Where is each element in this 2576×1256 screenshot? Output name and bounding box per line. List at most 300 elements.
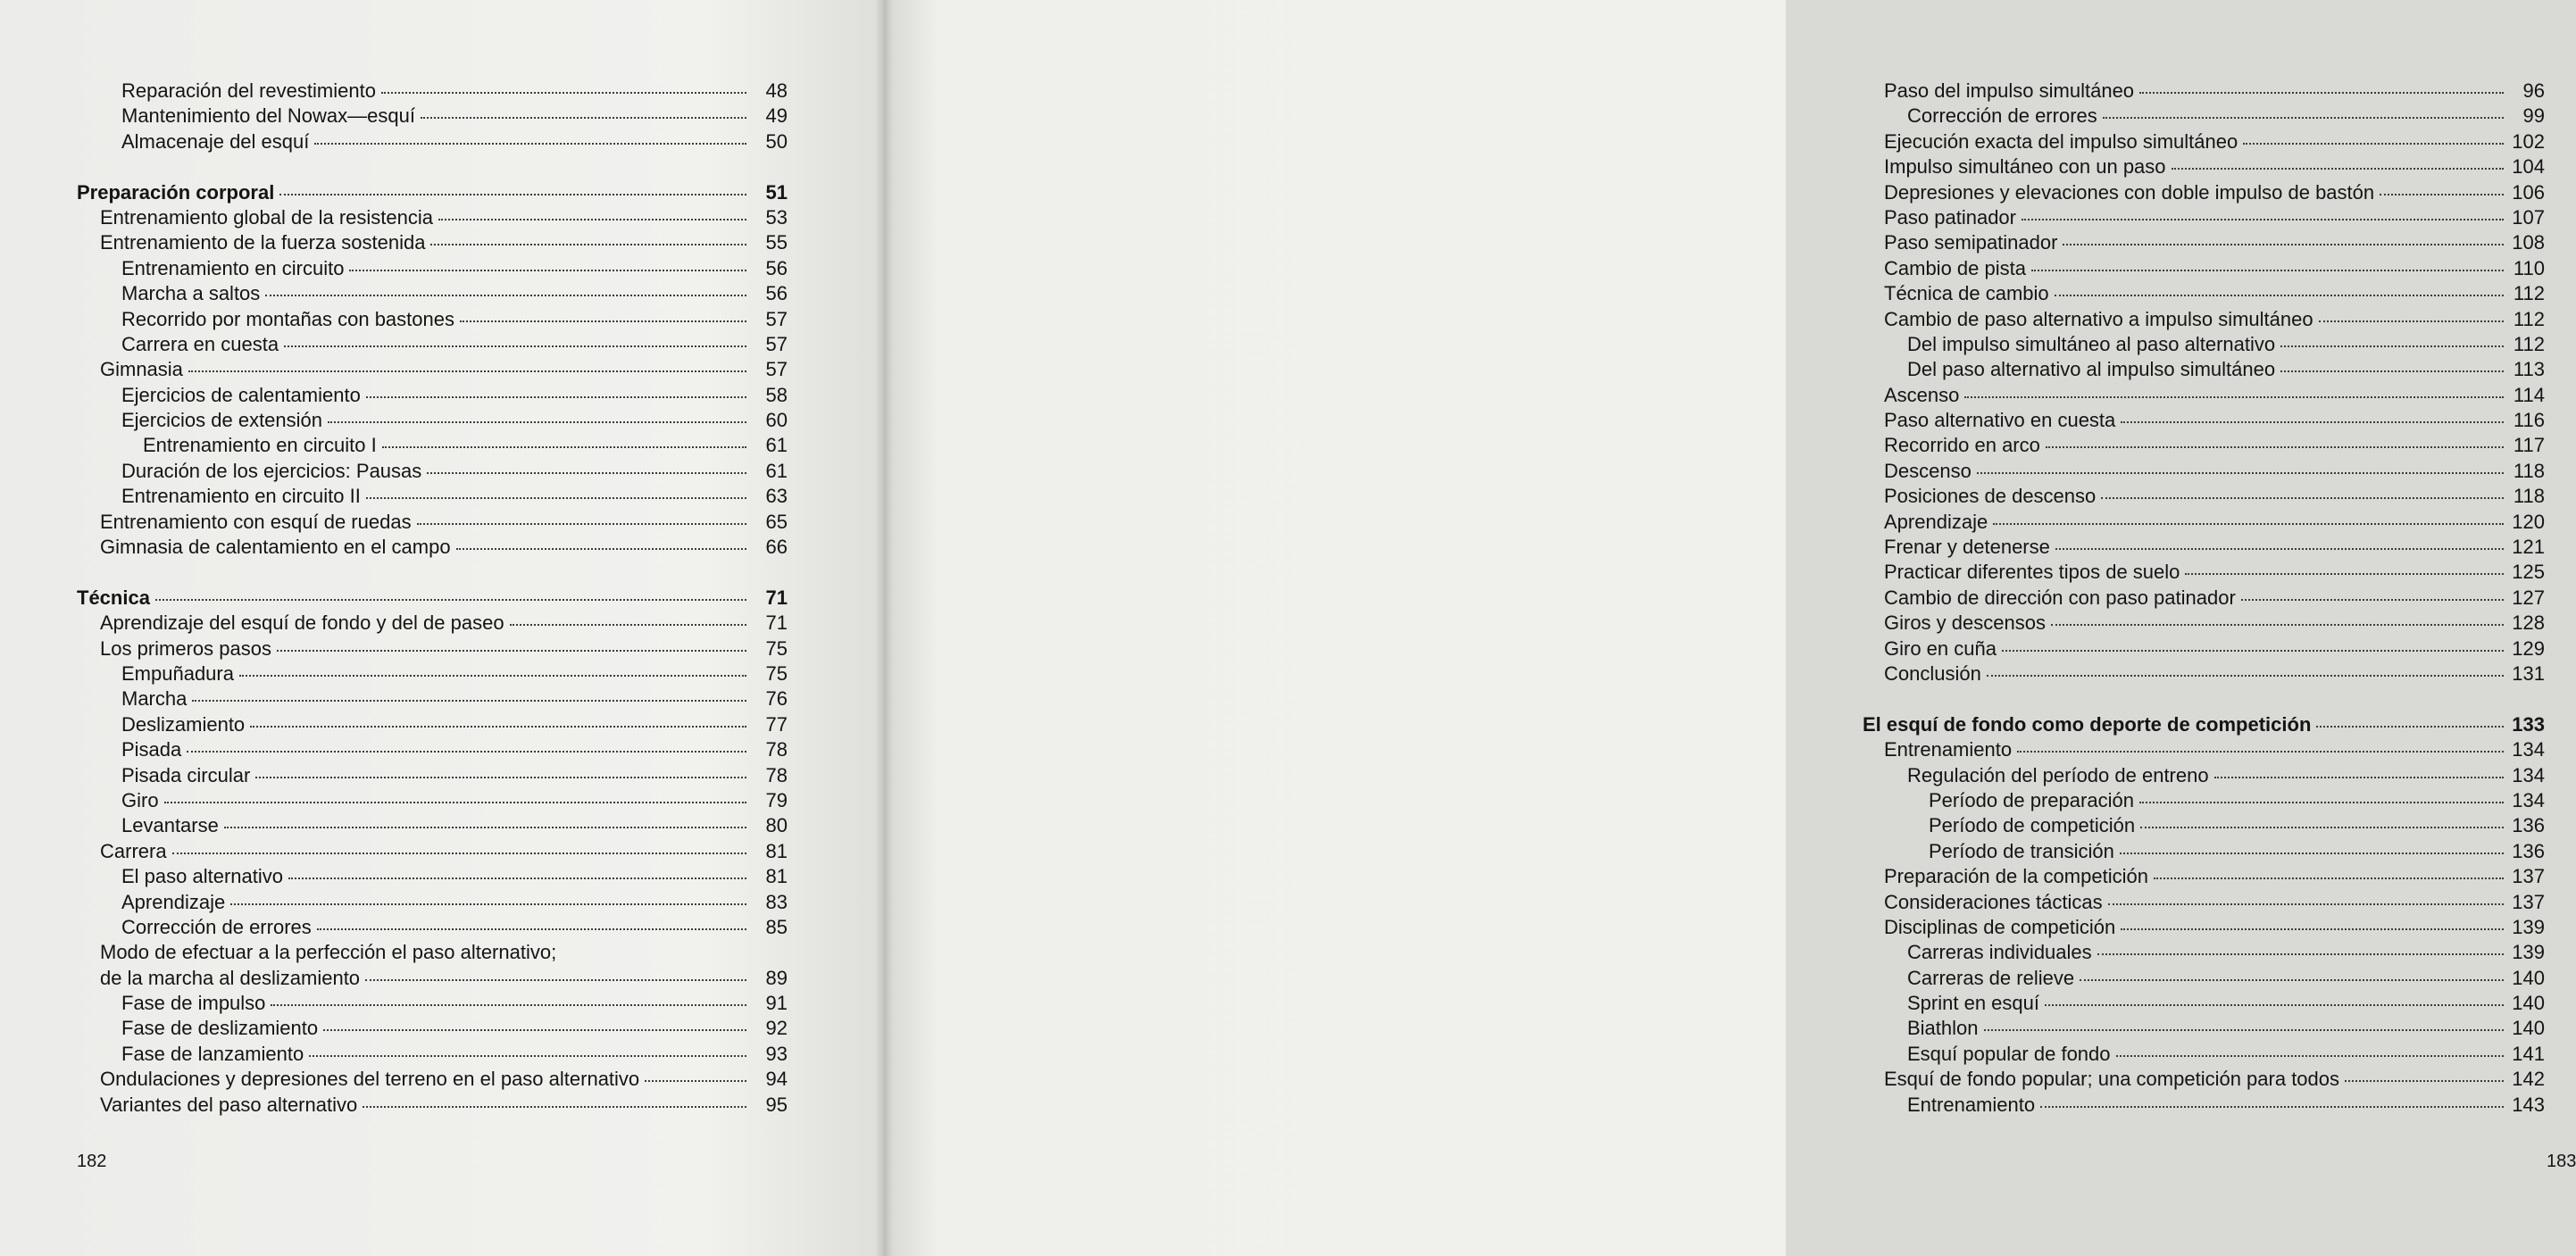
toc-entry-page-number: 137 (2512, 890, 2545, 913)
toc-entry-label: Paso alternativo en cuesta (1884, 409, 2116, 432)
toc-entry-label: Corrección de errores (121, 915, 312, 938)
toc-entry (77, 104, 788, 129)
toc-entry (1863, 205, 2545, 230)
toc-entry (1863, 433, 2545, 458)
toc-entry-page-number: 51 (765, 180, 788, 204)
right-page (884, 0, 2576, 1256)
dot-leader (417, 522, 746, 525)
toc-entry-label: Recorrido por montañas con bastones (121, 307, 454, 330)
dot-leader (309, 1054, 746, 1057)
toc-entry-page-number: 116 (2513, 409, 2545, 432)
dot-leader (1987, 674, 2504, 677)
toc-entry (1863, 154, 2545, 179)
toc-entry-page-number: 136 (2512, 814, 2545, 837)
toc-entry-label: Aprendizaje (1884, 510, 1988, 533)
toc-entry-label: Del paso alternativo al impulso simultáneo (1907, 358, 2276, 381)
toc-entry-page-number: 78 (765, 738, 788, 761)
toc-entry (1863, 281, 2545, 306)
toc-entry (1863, 535, 2545, 560)
toc-entry-page-number: 81 (765, 865, 788, 888)
left-page (0, 0, 884, 1256)
toc-entry (77, 510, 788, 535)
toc-entry (77, 788, 788, 813)
dot-leader (1984, 1028, 2504, 1031)
toc-entry-label: Técnica (77, 586, 150, 609)
toc-entry-page-number: 66 (765, 536, 788, 559)
toc-entry-label: Entrenamiento (1884, 738, 2013, 761)
toc-entry-page-number: 71 (765, 586, 788, 609)
toc-entry (1863, 940, 2545, 965)
toc-entry-label: Posiciones de descenso (1884, 485, 2097, 508)
dot-leader (2046, 445, 2504, 448)
toc-entry-page-number: 58 (765, 383, 788, 406)
toc-entry-label: Almacenaje del esquí (121, 129, 310, 153)
toc-entry-label: Los primeros pasos (100, 636, 271, 660)
dot-leader (381, 91, 746, 94)
toc-entry-page-number: 57 (765, 307, 788, 330)
toc-entry-page-number: 61 (765, 459, 788, 482)
toc-entry-page-number: 81 (765, 839, 788, 862)
dot-leader (1977, 471, 2504, 474)
dot-leader (230, 902, 746, 905)
toc-entry-page-number: 76 (765, 687, 788, 711)
toc-entry-page-number: 131 (2512, 661, 2545, 685)
toc-entry-label: Impulso simultáneo con un paso (1884, 155, 2166, 179)
toc-entry-label: Ejercicios de extensión (121, 409, 323, 432)
toc-entry (77, 1067, 788, 1092)
toc-entry-label: Cambio de paso alternativo a impulso simultáneo (1884, 307, 2313, 330)
toc-entry-page-number: 71 (765, 611, 788, 635)
toc-entry-label: Levantarse (121, 814, 219, 837)
toc-entry (1863, 788, 2545, 813)
toc-entry-label: Corrección de errores (1907, 104, 2097, 128)
toc-entry (1863, 79, 2545, 104)
toc-entry-label: Ascenso (1884, 383, 1960, 406)
toc-entry (1863, 256, 2545, 281)
toc-entry-label: Cambio de dirección con paso patinador (1884, 586, 2236, 609)
dot-leader (2063, 243, 2504, 245)
toc-entry-page-number: 121 (2512, 536, 2545, 559)
toc-section-heading (77, 586, 788, 611)
dot-leader (2055, 294, 2504, 296)
toc-entry (77, 813, 788, 838)
toc-entry-page-number: 95 (765, 1093, 788, 1116)
toc-entry (77, 1016, 788, 1041)
toc-entry-label: Técnica de cambio (1884, 282, 2049, 305)
dot-leader (2121, 927, 2504, 930)
dot-leader (2139, 91, 2504, 94)
toc-entry (77, 1042, 788, 1067)
toc-entry-page-number: 80 (765, 814, 788, 837)
dot-leader (2140, 826, 2504, 828)
toc-entry-page-number: 140 (2512, 1017, 2545, 1040)
toc-entry (1863, 383, 2545, 408)
toc-entry (1863, 890, 2545, 915)
toc-entry (77, 332, 788, 357)
dot-leader (250, 725, 746, 728)
toc-entry (1863, 915, 2545, 940)
dot-leader (2319, 320, 2504, 322)
toc-entry (77, 256, 788, 281)
dot-leader (2002, 649, 2504, 652)
toc-entry-label: Cambio de pista (1884, 256, 2026, 279)
toc-entry-label: Marcha (121, 687, 188, 711)
dot-leader (2120, 852, 2504, 854)
toc-entry-label: Practicar diferentes tipos de suelo (1884, 561, 2180, 584)
toc-entry-page-number: 96 (2522, 79, 2545, 102)
toc-entry-label: Esquí popular de fondo (1907, 1042, 2111, 1065)
dot-leader (187, 750, 746, 753)
toc-entry-label: Marcha a saltos (121, 282, 261, 305)
dot-leader (1964, 395, 2504, 398)
toc-entry-label: Empuñadura (121, 661, 234, 685)
toc-entry-page-number: 60 (765, 409, 788, 432)
toc-entry-page-number: 118 (2513, 485, 2545, 508)
dot-leader (323, 1028, 746, 1031)
dot-leader (288, 877, 746, 879)
toc-entry-page-number: 133 (2512, 712, 2545, 736)
toc-section-heading (77, 180, 788, 205)
toc-entry-label: Conclusión (1884, 661, 1981, 685)
toc-entry-page-number: 113 (2513, 358, 2545, 381)
dot-leader (2040, 1105, 2504, 1108)
dot-leader (2022, 218, 2504, 220)
toc-entry (77, 281, 788, 306)
dot-leader (255, 776, 746, 778)
toc-entry-page-number: 112 (2513, 332, 2545, 355)
toc-entry (1863, 1016, 2545, 1041)
toc-entry-label: Ejercicios de calentamiento (121, 383, 361, 406)
toc-entry-page-number: 141 (2512, 1042, 2545, 1065)
toc-entry (77, 839, 788, 864)
toc-entry (77, 890, 788, 915)
dot-leader (188, 370, 746, 372)
toc-entry (77, 79, 788, 104)
toc-entry (1863, 230, 2545, 255)
toc-entry-label: Biathlon (1907, 1017, 1979, 1040)
toc-entry-page-number: 57 (765, 332, 788, 355)
toc-entry-label: de la marcha al deslizamiento (100, 966, 361, 989)
dot-leader (328, 420, 746, 423)
toc-entry (1863, 586, 2545, 611)
toc-entry-page-number: 75 (765, 636, 788, 660)
toc-entry-page-number: 65 (765, 510, 788, 533)
toc-entry-label: Depresiones y elevaciones con doble impulso de bastón (1884, 180, 2375, 204)
dot-leader (349, 269, 746, 271)
toc-entry (1863, 1093, 2545, 1118)
toc-entry-page-number: 120 (2512, 510, 2545, 533)
toc-entry-page-number: 77 (765, 712, 788, 736)
toc-entry (77, 433, 788, 458)
toc-entry-page-number: 139 (2512, 941, 2545, 964)
toc-entry (1863, 129, 2545, 154)
toc-entry-label: Fase de lanzamiento (121, 1042, 304, 1065)
dot-leader (2121, 420, 2504, 423)
toc-entry-page-number: 83 (765, 890, 788, 913)
toc-entry-page-number: 142 (2512, 1068, 2545, 1091)
dot-leader (2080, 978, 2504, 981)
dot-leader (172, 852, 746, 854)
toc-entry (1863, 104, 2545, 129)
toc-entry-page-number: 92 (765, 1017, 788, 1040)
toc-entry-page-number: 75 (765, 661, 788, 685)
dot-leader (224, 826, 746, 828)
toc-entry (1863, 611, 2545, 636)
toc-entry (77, 864, 788, 889)
toc-entry-label: Preparación de la competición (1884, 865, 2148, 888)
toc-entry-label: Fase de impulso (121, 992, 266, 1015)
toc-entry (1863, 1067, 2545, 1092)
book-gutter (875, 0, 893, 1256)
dot-leader (2380, 193, 2504, 195)
dot-leader (2316, 725, 2504, 728)
toc-entry-label: Paso semipatinador (1884, 231, 2058, 254)
toc-entry-page-number: 53 (765, 205, 788, 229)
dot-leader (2280, 370, 2504, 372)
dot-leader (2243, 142, 2504, 145)
left-page-number: 182 (77, 1152, 107, 1171)
dot-leader (430, 243, 746, 245)
toc-entry (77, 205, 788, 230)
dot-leader (382, 445, 746, 448)
toc-entry (1863, 307, 2545, 332)
toc-entry-page-number: 55 (765, 231, 788, 254)
dot-leader (2045, 1003, 2504, 1006)
toc-entry (77, 991, 788, 1016)
toc-entry-page-number: 117 (2513, 434, 2545, 457)
toc-entry-page-number: 134 (2512, 738, 2545, 761)
toc-entry-label: Esquí de fondo popular; una competición para todos (1884, 1068, 2340, 1091)
toc-entry-page-number: 89 (765, 966, 788, 989)
dot-leader (2154, 877, 2504, 879)
toc-entry-label: Período de transición (1929, 839, 2114, 862)
toc-entry-label: Entrenamiento en circuito II (121, 485, 361, 508)
toc-entry-page-number: 79 (765, 788, 788, 811)
right-toc-list (1863, 79, 2545, 1118)
toc-entry-page-number: 110 (2513, 256, 2545, 279)
toc-entry-page-number: 127 (2512, 586, 2545, 609)
toc-entry-page-number: 91 (765, 992, 788, 1015)
toc-entry-page-number: 57 (765, 358, 788, 381)
toc-entry-label: Entrenamiento en circuito (121, 256, 345, 279)
toc-entry (1863, 180, 2545, 205)
toc-entry-page-number: 137 (2512, 865, 2545, 888)
toc-entry-page-number: 106 (2512, 180, 2545, 204)
toc-entry-label: Aprendizaje del esquí de fondo y del de paseo (100, 611, 504, 635)
toc-entry-page-number: 78 (765, 763, 788, 786)
toc-entry-page-number: 108 (2512, 231, 2545, 254)
dot-leader (2185, 572, 2504, 575)
toc-entry (1863, 560, 2545, 585)
toc-entry (77, 712, 788, 737)
toc-entry (1863, 763, 2545, 788)
toc-entry-label: Aprendizaje (121, 890, 226, 913)
toc-entry-page-number: 107 (2512, 205, 2545, 229)
toc-entry-page-number: 93 (765, 1042, 788, 1065)
toc-entry-label: Fase de deslizamiento (121, 1017, 319, 1040)
toc-entry (1863, 484, 2545, 509)
toc-entry (77, 636, 788, 661)
toc-entry (77, 763, 788, 788)
dot-leader (645, 1079, 746, 1082)
toc-entry-page-number: 63 (765, 485, 788, 508)
dot-leader (2345, 1079, 2504, 1082)
toc-entry (77, 1093, 788, 1118)
toc-entry-label: Paso del impulso simultáneo (1884, 79, 2135, 102)
dot-leader (265, 294, 746, 296)
dot-leader (421, 116, 746, 119)
dot-leader (1993, 522, 2504, 525)
toc-entry-label: Giro en cuña (1884, 636, 1997, 660)
toc-entry-page-number: 56 (765, 256, 788, 279)
toc-entry (1863, 459, 2545, 484)
toc-entry (1863, 737, 2545, 762)
toc-entry (77, 535, 788, 560)
dot-leader (314, 142, 746, 145)
right-page-number: 183 (2547, 1152, 2576, 1171)
toc-entry-page-number: 140 (2512, 966, 2545, 989)
dot-leader (366, 496, 746, 499)
toc-entry-label: Reparación del revestimiento (121, 79, 376, 102)
toc-entry (1863, 839, 2545, 864)
toc-entry-page-number: 134 (2512, 788, 2545, 811)
toc-entry-page-number: 112 (2513, 282, 2545, 305)
dot-leader (2280, 345, 2504, 347)
toc-entry-label: Giro (121, 788, 159, 811)
toc-entry-page-number: 140 (2512, 992, 2545, 1015)
dot-leader (284, 345, 746, 347)
toc-entry-label: Período de competición (1929, 814, 2136, 837)
toc-entry (77, 661, 788, 686)
toc-entry-label: Ejecución exacta del impulso simultáneo (1884, 129, 2238, 153)
toc-entry-label: Ondulaciones y depresiones del terreno en el paso alternativo (100, 1068, 640, 1091)
toc-entry (1863, 966, 2545, 991)
toc-spacer (77, 560, 788, 585)
toc-entry-label: Preparación corporal (77, 180, 275, 204)
toc-entry (1863, 510, 2545, 535)
toc-entry-label: El esquí de fondo como deporte de competición (1863, 712, 2312, 736)
toc-entry (1863, 1042, 2545, 1067)
dot-leader (2031, 269, 2504, 271)
dot-leader (2101, 496, 2504, 499)
dot-leader (164, 801, 746, 803)
dot-leader (2097, 952, 2504, 955)
toc-entry-label: Gimnasia (100, 358, 183, 381)
toc-entry-label: Giros y descensos (1884, 611, 2046, 635)
toc-entry-label: Disciplinas de competición (1884, 915, 2116, 938)
toc-entry-label: Consideraciones tácticas (1884, 890, 2103, 913)
toc-entry (77, 408, 788, 433)
toc-entry-page-number: 118 (2513, 459, 2545, 482)
toc-entry-page-number: 102 (2512, 129, 2545, 153)
dot-leader (510, 623, 746, 626)
toc-entry (1863, 991, 2545, 1016)
toc-entry-label: Paso patinador (1884, 205, 2016, 229)
dot-leader (2051, 623, 2504, 626)
toc-entry-label: Entrenamiento en circuito I (143, 434, 377, 457)
dot-leader (365, 978, 746, 981)
toc-entry-page-number: 139 (2512, 915, 2545, 938)
dot-leader (438, 218, 746, 220)
toc-entry (77, 307, 788, 332)
dot-leader (277, 649, 746, 652)
toc-entry-label: Frenar y detenerse (1884, 536, 2050, 559)
toc-entry (1863, 408, 2545, 433)
toc-entry-label: Sprint en esquí (1907, 992, 2039, 1015)
toc-spacer (1863, 686, 2545, 711)
dot-leader (239, 674, 746, 677)
toc-entry (77, 940, 788, 965)
dot-leader (155, 598, 746, 601)
toc-entry (77, 484, 788, 509)
dot-leader (2103, 116, 2504, 119)
toc-entry-label: Mantenimiento del Nowax—esquí (121, 104, 415, 128)
toc-entry (1863, 864, 2545, 889)
toc-entry (77, 686, 788, 711)
toc-entry-label: Deslizamiento (121, 712, 246, 736)
toc-entry-page-number: 143 (2512, 1093, 2545, 1116)
toc-entry (77, 737, 788, 762)
toc-entry-label: Gimnasia de calentamiento en el campo (100, 536, 451, 559)
toc-entry-label: Pisada (121, 738, 182, 761)
dot-leader (456, 547, 746, 550)
toc-entry (77, 357, 788, 382)
dot-leader (192, 699, 746, 702)
toc-entry-page-number: 129 (2512, 636, 2545, 660)
toc-entry (1863, 813, 2545, 838)
toc-entry-label: Carreras individuales (1907, 941, 2092, 964)
toc-entry-label: Variantes del paso alternativo (100, 1093, 358, 1116)
toc-entry-label: Entrenamiento con esquí de ruedas (100, 510, 412, 533)
toc-entry-page-number: 134 (2512, 763, 2545, 786)
toc-entry (1863, 636, 2545, 661)
toc-entry (1863, 661, 2545, 686)
toc-section-heading (1863, 712, 2545, 737)
toc-entry-label: Carreras de relieve (1907, 966, 2075, 989)
toc-entry-page-number: 104 (2512, 155, 2545, 179)
dot-leader (2241, 598, 2504, 601)
toc-entry-page-number: 128 (2512, 611, 2545, 635)
toc-entry-label: Entrenamiento de la fuerza sostenida (100, 231, 426, 254)
toc-entry-page-number: 99 (2522, 104, 2545, 128)
toc-entry-label: Del impulso simultáneo al paso alternativo (1907, 332, 2276, 355)
toc-entry-page-number: 94 (765, 1068, 788, 1091)
toc-entry-page-number: 49 (765, 104, 788, 128)
dot-leader (271, 1003, 746, 1006)
dot-leader (427, 471, 746, 474)
toc-entry-page-number: 56 (765, 282, 788, 305)
toc-entry (77, 459, 788, 484)
dot-leader (2214, 776, 2504, 778)
toc-entry (1863, 332, 2545, 357)
dot-leader (460, 320, 746, 322)
toc-entry-label: Período de preparación (1929, 788, 2134, 811)
toc-entry (77, 129, 788, 154)
dot-leader (2055, 547, 2504, 550)
dot-leader (317, 927, 746, 930)
toc-entry-label: Duración de los ejercicios: Pausas (121, 459, 422, 482)
toc-spacer (77, 154, 788, 179)
toc-entry-label: Descenso (1884, 459, 1972, 482)
toc-entry-label: Entrenamiento (1907, 1093, 2036, 1116)
dot-leader (2108, 902, 2504, 905)
dot-leader (2172, 167, 2504, 170)
toc-entry (1863, 357, 2545, 382)
toc-entry (77, 611, 788, 636)
toc-entry-label: Carrera en cuesta (121, 332, 279, 355)
toc-entry-page-number: 50 (765, 129, 788, 153)
toc-entry-page-number: 125 (2512, 561, 2545, 584)
